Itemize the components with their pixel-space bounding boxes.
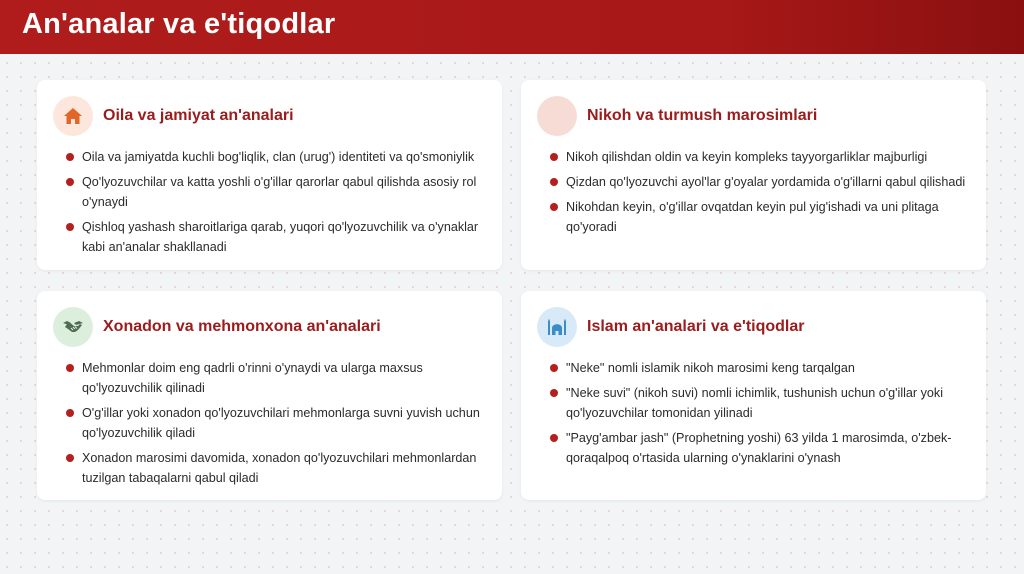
bullet-icon <box>66 153 74 161</box>
list-item <box>66 403 488 443</box>
card-hospitality-traditions <box>37 291 502 500</box>
list-item-text: O'g'illar yoki xonadon qo'lyozuvchilari mehmonlarga suvni yuvish uchun qo'lyozuvchilik qiladi <box>82 406 480 440</box>
bullet-icon <box>550 203 558 211</box>
card-title: Nikoh va turmush marosimlari <box>587 107 818 124</box>
list-item <box>66 358 488 398</box>
list-item <box>66 217 488 257</box>
card-islamic-traditions <box>521 291 986 500</box>
list-item-text: Nikoh qilishdan oldin va keyin kompleks tayyorgarliklar majburligi <box>566 150 928 164</box>
card-title: Oila va jamiyat an'analari <box>103 107 294 124</box>
card-title: Islam an'analari va e'tiqodlar <box>587 318 805 335</box>
home-icon <box>53 96 93 136</box>
list-item <box>550 383 972 423</box>
list-item <box>550 197 972 237</box>
bullet-list <box>550 147 972 242</box>
list-item-text: Oila va jamiyatda kuchli bog'liqlik, clan (urug') identiteti va qo'smoniylik <box>82 150 475 164</box>
list-item-text: Nikohdan keyin, o'g'illar ovqatdan keyin pul yig'ishadi va uni plitaga qo'yoradi <box>566 200 939 234</box>
bullet-icon <box>550 153 558 161</box>
list-item-text: Qo'lyozuvchilar va katta yoshli o'g'illar qarorlar qabul qilishda asosiy rol o'ynaydi <box>82 175 477 209</box>
handshake-icon <box>53 307 93 347</box>
card-header <box>53 96 294 136</box>
list-item-text: Qishloq yashash sharoitlariga qarab, yuqori qo'lyozuvchilik va o'ynaklar kabi an'analar shakllanadi <box>82 220 479 254</box>
list-item-text: Xonadon marosimi davomida, xonadon qo'lyozuvchilari mehmonlardan tuzilgan tabaqalarni qabul qiladi <box>82 451 477 485</box>
header-bar <box>0 0 1024 54</box>
card-header <box>537 307 804 347</box>
list-item-text: Mehmonlar doim eng qadrli o'rinni o'ynaydi va ularga maxsus qo'lyozuvchilik qilinadi <box>82 361 423 395</box>
list-item <box>66 448 488 488</box>
bullet-icon <box>550 364 558 372</box>
card-marriage-ceremonies <box>521 80 986 270</box>
list-item-text: "Neke" nomli islamik nikoh marosimi keng tarqalgan <box>566 361 855 375</box>
list-item-text: "Neke suvi" (nikoh suvi) nomli ichimlik, tushunish uchun o'g'illar yoki qo'lyozuvchilar tomonidan yilinadi <box>566 386 944 420</box>
bullet-icon <box>66 223 74 231</box>
bullet-icon <box>66 454 74 462</box>
bullet-icon <box>550 389 558 397</box>
bullet-list <box>550 358 972 473</box>
bullet-list <box>66 147 488 262</box>
bullet-list <box>66 358 488 493</box>
list-item-text: "Payg'ambar jash" (Prophetning yoshi) 63 yilda 1 marosimda, o'zbek-qoraqalpoq o'rtasida ularning o'ynaklarini o'ynash <box>566 431 952 465</box>
bullet-icon <box>550 434 558 442</box>
list-item <box>66 147 488 167</box>
mosque-icon <box>537 307 577 347</box>
blank-icon <box>537 96 577 136</box>
list-item-text: Qizdan qo'lyozuvchi ayol'lar g'oyalar yordamida o'g'illarni qabul qilishadi <box>566 175 966 189</box>
list-item <box>550 358 972 378</box>
list-item <box>66 172 488 212</box>
card-header <box>53 307 381 347</box>
list-item <box>550 172 972 192</box>
bullet-icon <box>66 409 74 417</box>
page-title: An'analar va e'tiqodlar <box>22 8 336 40</box>
bullet-icon <box>66 364 74 372</box>
list-item <box>550 147 972 167</box>
card-family-traditions <box>37 80 502 270</box>
bullet-icon <box>66 178 74 186</box>
list-item <box>550 428 972 468</box>
bullet-icon <box>550 178 558 186</box>
card-title: Xonadon va mehmonxona an'analari <box>103 318 381 335</box>
card-header <box>537 96 817 136</box>
